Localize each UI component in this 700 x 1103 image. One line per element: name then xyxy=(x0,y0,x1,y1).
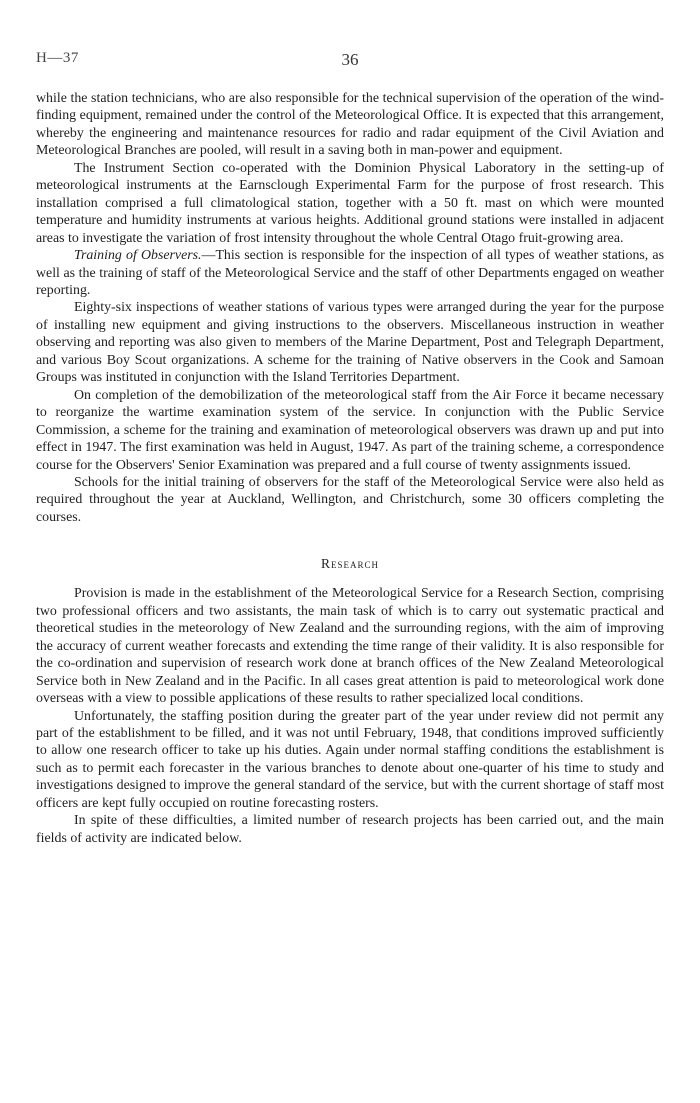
document-body xyxy=(36,90,664,847)
paragraph: On completion of the demobilization of the meteorological staff from the Air Force it became necessary to reorganize the wartime examination system of the service. In conjunction with the Public Service Commission, a scheme for the training and examination of meteorological observers was drawn up and put into effect in 1947. The first examination was held in August, 1947. As part of the training scheme, a correspondence course for the Observers' Senior Examination was prepared and a full course of twenty assignments issued. xyxy=(36,387,664,473)
document-reference: H—37 xyxy=(36,50,79,66)
paragraph: Eighty-six inspections of weather stations of various types were arranged during the year for the purpose of installing new equipment and giving instructions to the observers. Miscellaneous instruction in weather observing and reporting was also given to members of the Marine Department, Post and Telegraph Department, and various Boy Scout organizations. A scheme for the training of Native observers in the Cook and Samoan Groups was instituted in conjunction with the Island Territories Department. xyxy=(36,300,664,386)
subsection-lead-text: —This section is responsible for the inspection of all types of weather stations, as well as the training of staff of the Meteorological Service and the staff of other Departments engaged on weather reporting. xyxy=(36,248,664,298)
paragraph-training-intro xyxy=(36,247,664,299)
page-number: 36 xyxy=(341,50,359,69)
paragraph: Unfortunately, the staffing position during the greater part of the year under review did not permit any part of the establishment to be filled, and it was not until February, 1948, that conditions improved sufficiently to allow one research officer to take up his duties. Again under normal staffing conditions the establishment is such as to permit each forecaster in the various branches to denote about one-quarter of his time to study and investigations designed to improve the general standard of the service, but with the current shortage of staff most officers are kept fully occupied on routine forecasting rosters. xyxy=(36,708,664,811)
section-heading-research: Research xyxy=(320,556,379,572)
paragraph: while the station technicians, who are also responsible for the technical supervision of the operation of the wind-finding equipment, remained under the control of the Meteorological Office. It is expected that this arrangement, whereby the engineering and maintenance resources for radio and radar equipment of the Civil Aviation and Meteorological Branches are pooled, will result in a saving both in man-power and equipment. xyxy=(36,91,664,159)
page-header xyxy=(36,50,664,70)
paragraph: In spite of these difficulties, a limited number of research projects has been carried out, and the main fields of activity are indicated below. xyxy=(36,813,664,846)
paragraph: Schools for the initial training of observers for the staff of the Meteorological Service were also held as required throughout the year at Auckland, Wellington, and Christchurch, some 30 officers completing the courses. xyxy=(36,474,664,525)
subsection-title: Training of Observers. xyxy=(74,248,202,264)
paragraph: The Instrument Section co-operated with the Dominion Physical Laboratory in the setting-up of meteorological instruments at the Earnsclough Experimental Farm for the purpose of frost research. This installation comprised a full climatological station, together with a 50 ft. mast on which were mounted temperature and humidity instruments at various heights. Additional ground stations were installed in adjacent areas to investigate the variation of frost intensity throughout the whole Central Otago fruit-growing area. xyxy=(36,160,664,246)
paragraph: Provision is made in the establishment of the Meteorological Service for a Research Section, comprising two professional officers and two assistants, the main task of which is to carry out systematic practical and theoretical studies in the meteorology of New Zealand and the surrounding regions, with the aim of improving the accuracy of current weather forecasts and extending the time range of their validity. It is also responsible for the co-ordination and supervision of research work done at branch offices of the New Zealand Meteorological Service both in New Zealand and in the Pacific. In all cases great attention is paid to meteorological work done overseas with a view to possible applications of these results to rather specialized local conditions. xyxy=(36,586,664,707)
